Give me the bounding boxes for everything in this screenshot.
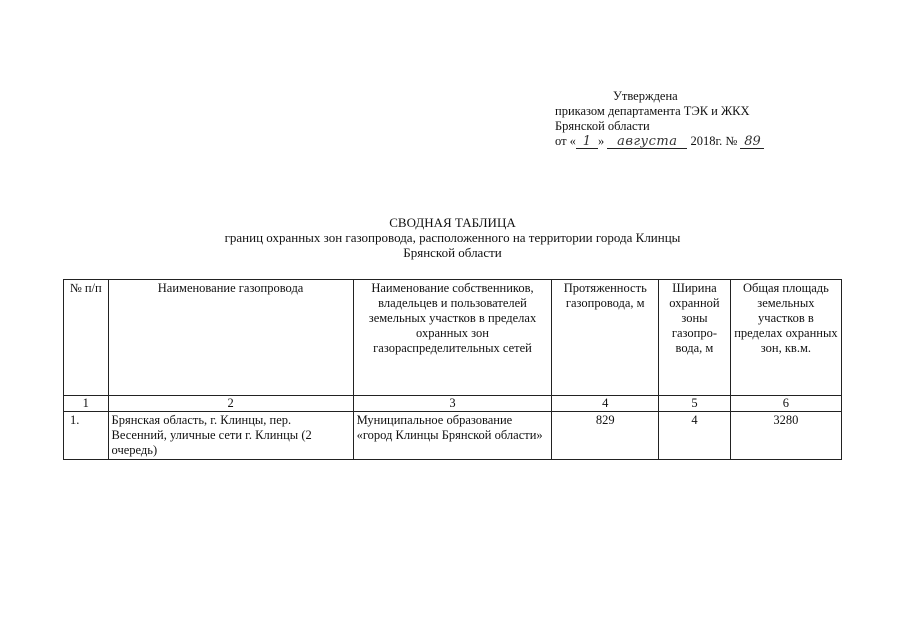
table-row [64,412,842,460]
pipeline-name: Брянская область, г. Клинцы, пер. Весенний, уличные сети г. Клинцы (2 очередь) [108,412,353,460]
header-pipeline: Наименование газопровода [108,280,353,396]
zone-area: 3280 [730,412,841,460]
column-number: 3 [353,396,552,412]
approval-region: Брянской области [555,119,650,133]
year-text: 2018г. № [690,134,738,148]
title-line-1: СВОДНАЯ ТАБЛИЦА [389,215,516,230]
header-area: Общая площадь земельных участков в пределах охранных зон, кв.м. [730,280,841,396]
approval-order: приказом департамента ТЭК и ЖКХ [555,104,750,118]
approval-date [555,134,764,149]
row-number: 1. [64,412,109,460]
date-prefix: от « [555,134,576,148]
pipeline-length: 829 [552,412,659,460]
header-number: № п/п [64,280,109,396]
header-owners: Наименование собственников, владельцев и пользователей земельных участков в пределах охранных зон газораспределительных сетей [353,280,552,396]
column-number: 6 [730,396,841,412]
handwritten-month: августа [607,136,687,149]
header-length: Протяженность газопровода, м [552,280,659,396]
table-header-row [64,280,842,396]
title-line-3: Брянской области [403,245,502,260]
approval-title: Утверждена [613,89,678,103]
column-number: 2 [108,396,353,412]
header-width: Ширина охранной зоны газопро-вода, м [659,280,731,396]
owner-name: Муниципальное образование «город Клинцы Брянской области» [353,412,552,460]
approval-block [555,89,764,149]
column-number: 5 [659,396,731,412]
title-line-2: границ охранных зон газопровода, расположенного на территории города Клинцы [224,230,681,245]
column-number: 4 [552,396,659,412]
column-number: 1 [64,396,109,412]
date-mid: » [597,134,605,148]
summary-table [63,279,842,460]
handwritten-day: 1 [576,136,598,149]
zone-width: 4 [659,412,731,460]
column-number-row [64,396,842,412]
handwritten-order-number: 89 [740,136,764,149]
document-title [0,215,905,260]
